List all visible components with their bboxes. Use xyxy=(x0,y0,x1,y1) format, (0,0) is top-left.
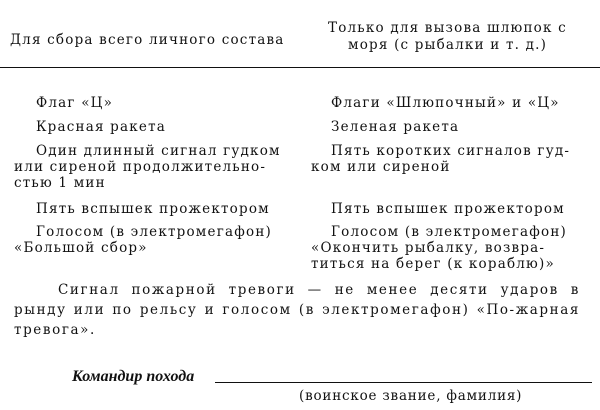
row5-right-line3: титься на берег (к кораблю)» xyxy=(311,256,555,272)
row2-left: Красная ракета xyxy=(36,119,166,135)
row4-left: Пять вспышек прожектором xyxy=(36,201,270,217)
row1-right: Флаги «Шлюпочный» и «Ц» xyxy=(331,95,560,111)
row3-left-line1: Один длинный сигнал гудком xyxy=(36,143,281,159)
row5-left-line1: Голосом (в электромегафон) xyxy=(36,224,272,240)
row5-right-line2: «Окончить рыбалку, возвра- xyxy=(311,240,546,256)
row3-left-line3: стью 1 мин xyxy=(14,175,106,191)
row2-right: Зеленая ракета xyxy=(331,119,460,135)
row3-left-line2: или сиреной продолжительно- xyxy=(14,159,267,175)
header-right-line2: моря (с рыбалки и т. д.) xyxy=(348,37,548,53)
signature-caption: (воинское звание, фамилия) xyxy=(299,388,523,404)
row1-left: Флаг «Ц» xyxy=(36,95,114,111)
row4-right: Пять вспышек прожектором xyxy=(331,201,565,217)
row3-right-line1: Пять коротких сигналов гуд- xyxy=(331,143,571,159)
fire-alarm-paragraph: Сигнал пожарной тревоги — не менее десяти ударов в рынду или по рельсу и голосом (в электромегафон) «По-жарная тревога». xyxy=(14,282,580,338)
commander-label xyxy=(72,368,194,386)
row5-right-line1: Голосом (в электромегафон) xyxy=(331,224,567,240)
row3-right-line2: ком или сиреной xyxy=(311,159,451,175)
commander-label-text: Командир похода xyxy=(72,368,195,385)
header-divider xyxy=(0,67,600,68)
row5-left-line2: «Большой сбор» xyxy=(14,240,148,256)
signature-line xyxy=(215,382,592,383)
header-left: Для сбора всего личного состава xyxy=(10,32,285,48)
header-right-line1: Только для вызова шлюпок с xyxy=(328,20,567,36)
